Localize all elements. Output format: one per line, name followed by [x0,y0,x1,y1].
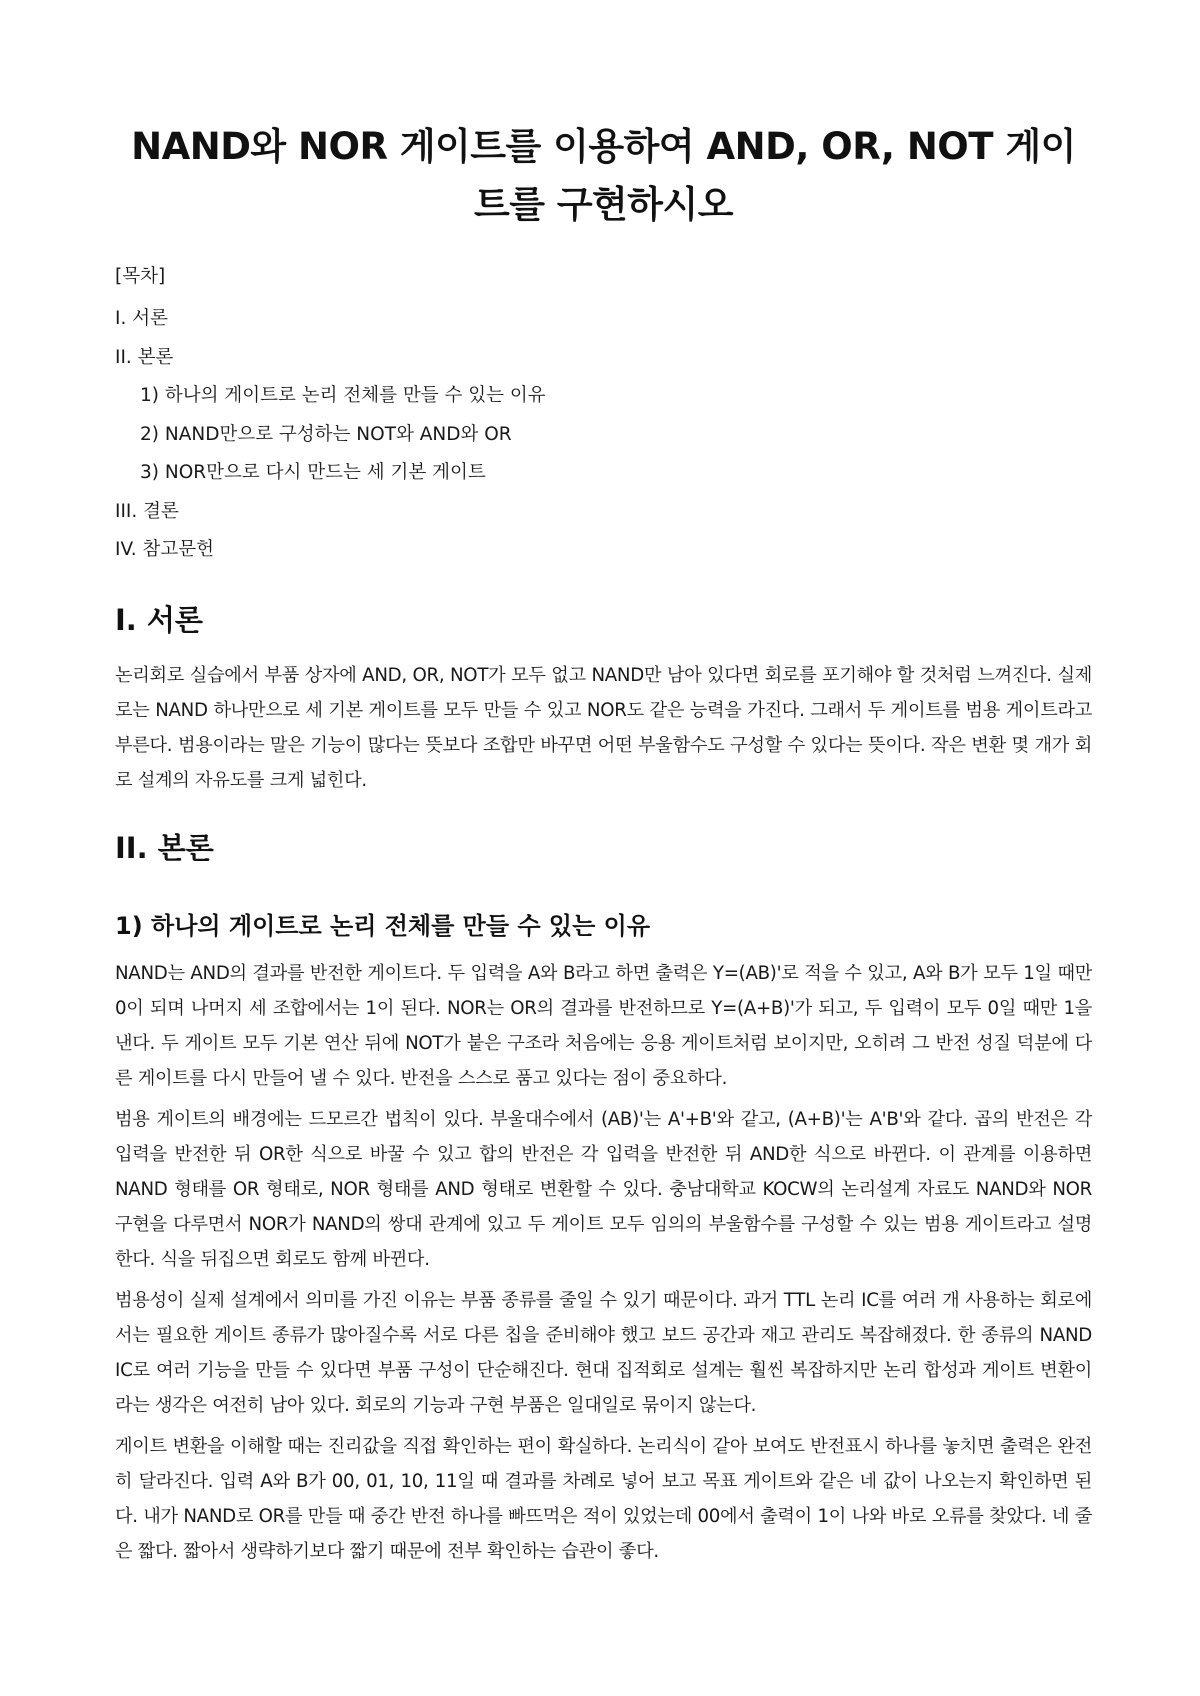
document-title: NAND와 NOR 게이트를 이용하여 AND, OR, NOT 게이트를 구현하시오 [131,125,1076,226]
paragraph: NAND는 AND의 결과를 반전한 게이트다. 두 입력을 A와 B라고 하면 출력은 Y=(AB)'로 적을 수 있고, A와 B가 모두 1일 때만 0이 되며 나머지 세 조합에서는 1이 된다. NOR는 OR의 결과를 반전하므로 Y=(A+B)'가 되고, 두 입력이 모두 0일 때만 1을 낸다. 두 게이트 모두 기본 연산 뒤에 NOT가 붙은 구조라 처음에는 응용 게이트처럼 보이지만, 오히려 그 반전 성질 덕분에 다른 게이트를 다시 만들어 낼 수 있다. 반전을 스스로 품고 있다는 점이 중요하다. [115,962,1092,1089]
paragraph: 범용성이 실제 설계에서 의미를 가진 이유는 부품 종류를 줄일 수 있기 때문이다. 과거 TTL 논리 IC를 여러 개 사용하는 회로에서는 필요한 게이트 종류가 많아질수록 서로 다른 칩을 준비해야 했고 보드 공간과 재고 관리도 복잡해졌다. 한 종류의 NAND IC로 여러 기능을 만들 수 있다면 부품 구성이 단순해진다. 현대 집적회로 설계는 훨씬 복잡하지만 논리 합성과 게이트 변환이라는 생각은 여전히 남아 있다. 회로의 기능과 구현 부품은 일대일로 묶이지 않는다. [115,1289,1092,1416]
table-of-contents [115,258,1092,570]
toc-item-introduction: I. 서론 [115,308,168,329]
paragraph: 논리회로 실습에서 부품 상자에 AND, OR, NOT가 모두 없고 NAND만 남아 있다면 회로를 포기해야 할 것처럼 느껴진다. 실제로는 NAND 하나만으로 세 기본 게이트를 모두 만들 수 있고 NOR도 같은 능력을 가진다. 그래서 두 게이트를 범용 게이트라고 부른다. 범용이라는 말은 기능이 많다는 뜻보다 조합만 바꾸면 어떤 부울함수도 구성할 수 있다는 뜻이다. 작은 변환 몇 개가 회로 설계의 자유도를 크게 넓힌다. [115,664,1092,791]
section-heading-body: II. 본론 [115,830,214,865]
toc-item-conclusion: III. 결론 [115,500,179,522]
paragraph: 범용 게이트의 배경에는 드모르간 법칙이 있다. 부울대수에서 (AB)'는 A'+B'와 같고, (A+B)'는 A'B'와 같다. 곱의 반전은 각 입력을 반전한 뒤 OR한 식으로 바꿀 수 있고 합의 반전은 각 입력을 반전한 뒤 AND한 식으로 바뀐다. 이 관계를 이용하면 NAND 형태를 OR 형태로, NOR 형태를 AND 형태로 변환할 수 있다. 충남대학교 KOCW의 논리설계 자료도 NAND와 NOR 구현을 다루면서 NOR가 NAND의 쌍대 관계에 있고 두 게이트 모두 임의의 부울함수를 구성할 수 있는 범용 게이트라고 설명한다. 식을 뒤집으면 회로도 함께 바뀐다. [115,1108,1092,1270]
toc-item-body-1: 1) 하나의 게이트로 논리 전체를 만들 수 있는 이유 [140,385,546,406]
subsection-heading-1: 1) 하나의 게이트로 논리 전체를 만들 수 있는 이유 [115,911,651,940]
toc-item-body-3: 3) NOR만으로 다시 만드는 세 기본 게이트 [140,462,486,483]
toc-item-body: II. 본론 [115,346,174,368]
section-heading-introduction: I. 서론 [115,602,203,637]
paragraph: 게이트 변환을 이해할 때는 진리값을 직접 확인하는 편이 확실하다. 논리식이 같아 보여도 반전표시 하나를 놓치면 출력은 완전히 달라진다. 입력 A와 B가 00, 01, 10, 11일 때 결과를 차례로 넣어 보고 목표 게이트와 같은 네 값이 나오는지 확인하면 된다. 내가 NAND로 OR를 만들 때 중간 반전 하나를 빠뜨먹은 적이 있었는데 00에서 출력이 1이 나와 바로 오류를 찾았다. 네 줄은 짧다. 짧아서 생략하기보다 짧기 때문에 전부 확인하는 습관이 좋다. [115,1435,1092,1562]
toc-item-references: IV. 참고문헌 [115,539,214,560]
toc-label: [목차] [115,266,166,287]
toc-item-body-2: 2) NAND만으로 구성하는 NOT와 AND와 OR [140,423,512,445]
